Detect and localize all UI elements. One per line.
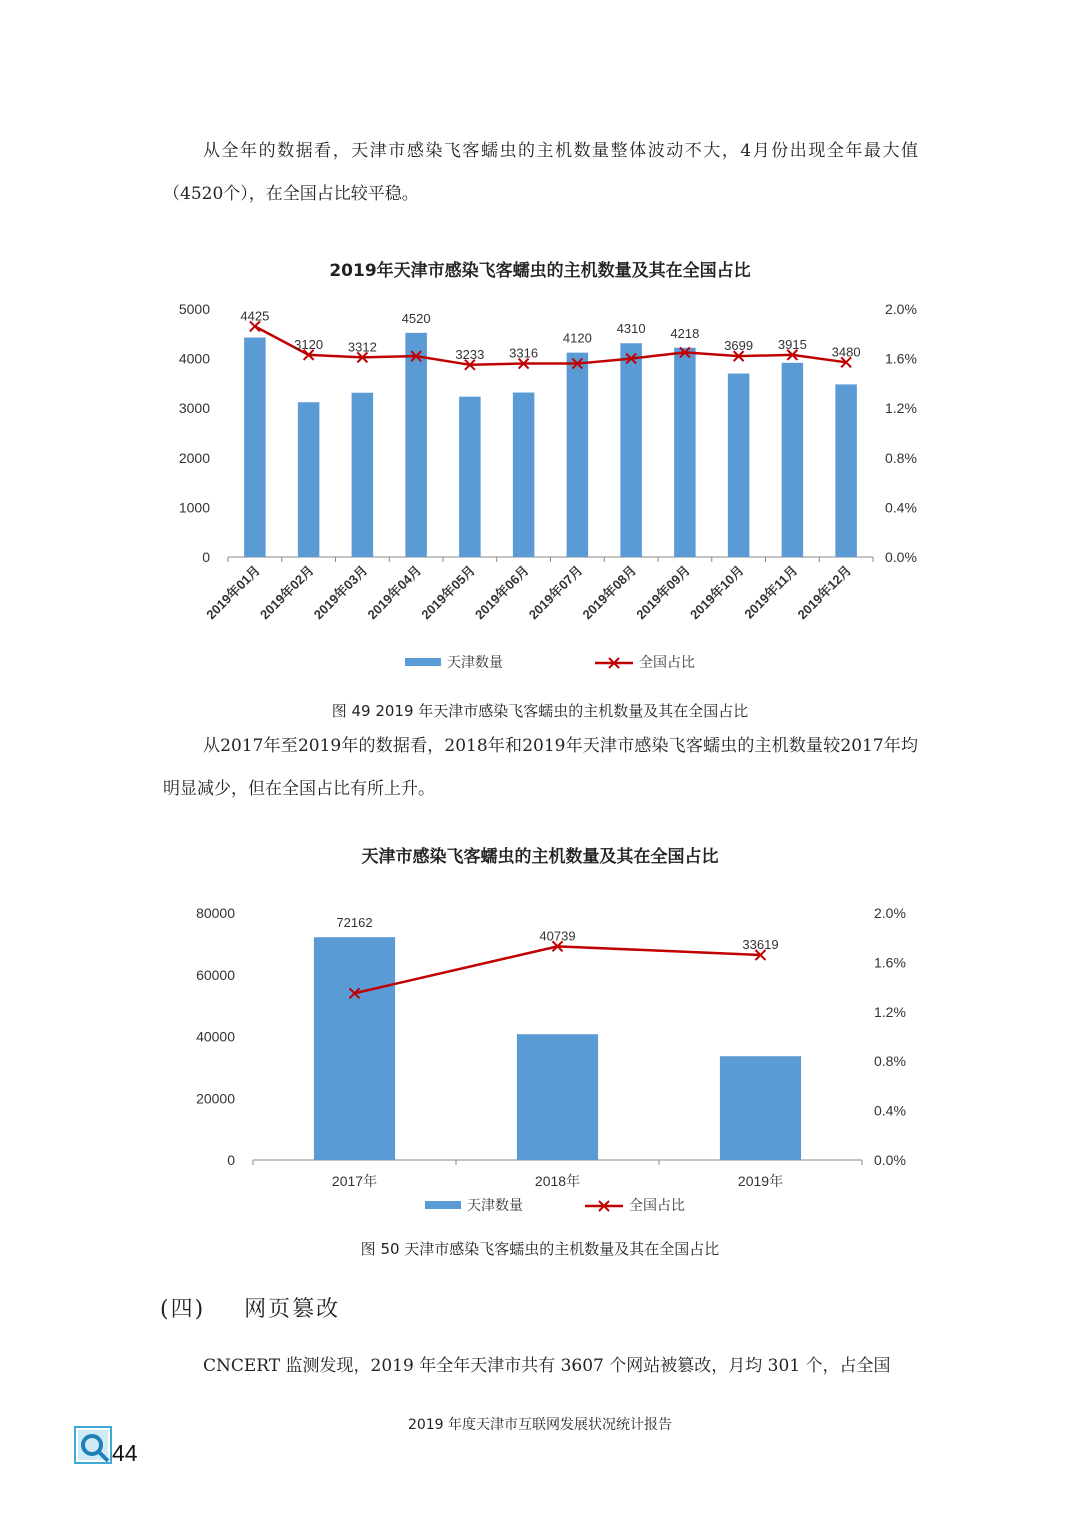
chart2-svg [0,895,1080,1225]
data-label-12: 3480 [831,344,861,360]
data-label-3: 3312 [347,339,377,355]
category-label-2: 2019年02月 [257,562,317,623]
section-title: 网页篡改 [244,1297,341,1322]
data-label-2: 40739 [539,928,576,944]
bar-10 [728,374,750,557]
category-label-6: 2019年06月 [472,562,532,623]
bar-11 [782,363,804,557]
chart1-caption: 图 49 2019 年天津市感染飞客蠕虫的主机数量及其在全国占比 [331,702,749,720]
legend-bar-swatch [425,1201,461,1209]
bar-3 [352,393,374,557]
bar-12 [835,384,857,557]
y-right-tick-label: 2.0% [885,301,917,317]
chart2-title: 天津市感染飞客蠕虫的主机数量及其在全国占比 [361,847,719,867]
bar-3 [720,1056,801,1160]
bar-5 [459,397,481,557]
paragraph-2: 从2017年至2019年的数据看，2018年和2019年天津市感染飞客蠕虫的主机数量较2017年均明显减少，但在全国占比有所上升。 [163,736,918,799]
legend-bar-label: 天津数量 [447,654,503,670]
y-right-tick-label: 2.0% [874,905,906,921]
paragraph-3: CNCERT 监测发现，2019 年全年天津市共有 3607 个网站被篡改，月均 301 个，占全国 [203,1356,891,1376]
legend-bar-label: 天津数量 [467,1197,523,1213]
category-label-3: 2019年 [737,1173,784,1189]
data-label-10: 3699 [724,338,754,354]
data-label-3: 33619 [742,936,779,952]
y-right-tick-label: 0.0% [874,1152,906,1168]
category-label-1: 2017年 [331,1173,378,1189]
category-label-12: 2019年12月 [794,562,855,623]
category-label-1: 2019年01月 [203,562,263,623]
data-label-8: 4310 [616,321,646,337]
y-left-tick-label: 4000 [178,350,210,367]
bar-2 [517,1034,598,1160]
y-right-tick-label: 0.4% [874,1102,906,1119]
category-label-4: 2019年04月 [364,562,425,623]
y-left-tick-label: 80000 [196,905,235,921]
bar-1 [314,937,395,1160]
category-label-5: 2019年05月 [418,562,478,623]
bar-6 [513,393,535,557]
section-heading [160,1292,340,1323]
data-label-6: 3316 [509,345,539,361]
intro-paragraph: 从全年的数据看，天津市感染飞客蠕虫的主机数量整体波动不大，4月份出现全年最大值（4520个），在全国占比较平稳。 [163,141,918,204]
y-left-tick-label: 2000 [178,449,210,466]
data-label-1: 4425 [240,308,270,324]
category-label-9: 2019年09月 [633,562,693,623]
y-left-tick-label: 60000 [196,966,235,983]
category-label-11: 2019年11月 [741,562,801,622]
page-number: 44 [112,1440,138,1466]
bar-2 [298,402,320,557]
data-label-9: 4218 [670,325,700,341]
legend-line-label: 全国占比 [639,654,695,670]
category-label-3: 2019年03月 [310,562,371,623]
legend-bar-swatch [405,658,441,666]
footer-title: 2019 年度天津市互联网发展状况统计报告 [407,1417,673,1433]
y-left-tick-label: 0 [202,549,210,565]
y-right-tick-label: 0.8% [885,449,917,466]
bar-9 [674,348,696,557]
category-label-2: 2018年 [534,1173,581,1189]
bar-7 [567,353,589,557]
legend-line-label: 全国占比 [629,1197,685,1213]
share-line [255,326,846,364]
y-right-tick-label: 0.0% [885,549,917,565]
y-left-tick-label: 20000 [196,1090,235,1107]
y-right-tick-label: 0.4% [885,499,917,516]
data-label-2: 3120 [294,336,324,352]
data-label-5: 3233 [455,346,485,362]
y-left-tick-label: 3000 [178,400,210,417]
y-left-tick-label: 0 [227,1152,235,1168]
data-label-11: 3915 [777,336,807,352]
bar-4 [405,333,427,557]
data-label-4: 4520 [401,310,431,326]
data-label-7: 4120 [562,330,592,346]
y-right-tick-label: 1.2% [885,400,917,417]
chart1-title: 2019年天津市感染飞客蠕虫的主机数量及其在全国占比 [329,261,751,281]
y-right-tick-label: 1.6% [885,350,917,367]
category-label-10: 2019年10月 [687,562,747,623]
chart1-svg [0,290,1080,710]
section-number: (四) [160,1297,206,1322]
y-left-tick-label: 5000 [178,301,210,317]
data-label-1: 72162 [336,915,373,931]
y-right-tick-label: 1.6% [874,954,906,971]
category-label-7: 2019年07月 [525,562,586,623]
y-right-tick-label: 1.2% [874,1003,906,1020]
share-line [355,946,761,993]
chart2-caption: 图 50 天津市感染飞客蠕虫的主机数量及其在全国占比 [360,1240,720,1258]
y-left-tick-label: 1000 [178,499,210,516]
bar-1 [244,338,266,557]
y-left-tick-label: 40000 [196,1028,235,1045]
bar-8 [620,343,642,557]
y-right-tick-label: 0.8% [874,1053,906,1070]
category-label-8: 2019年08月 [579,562,640,623]
